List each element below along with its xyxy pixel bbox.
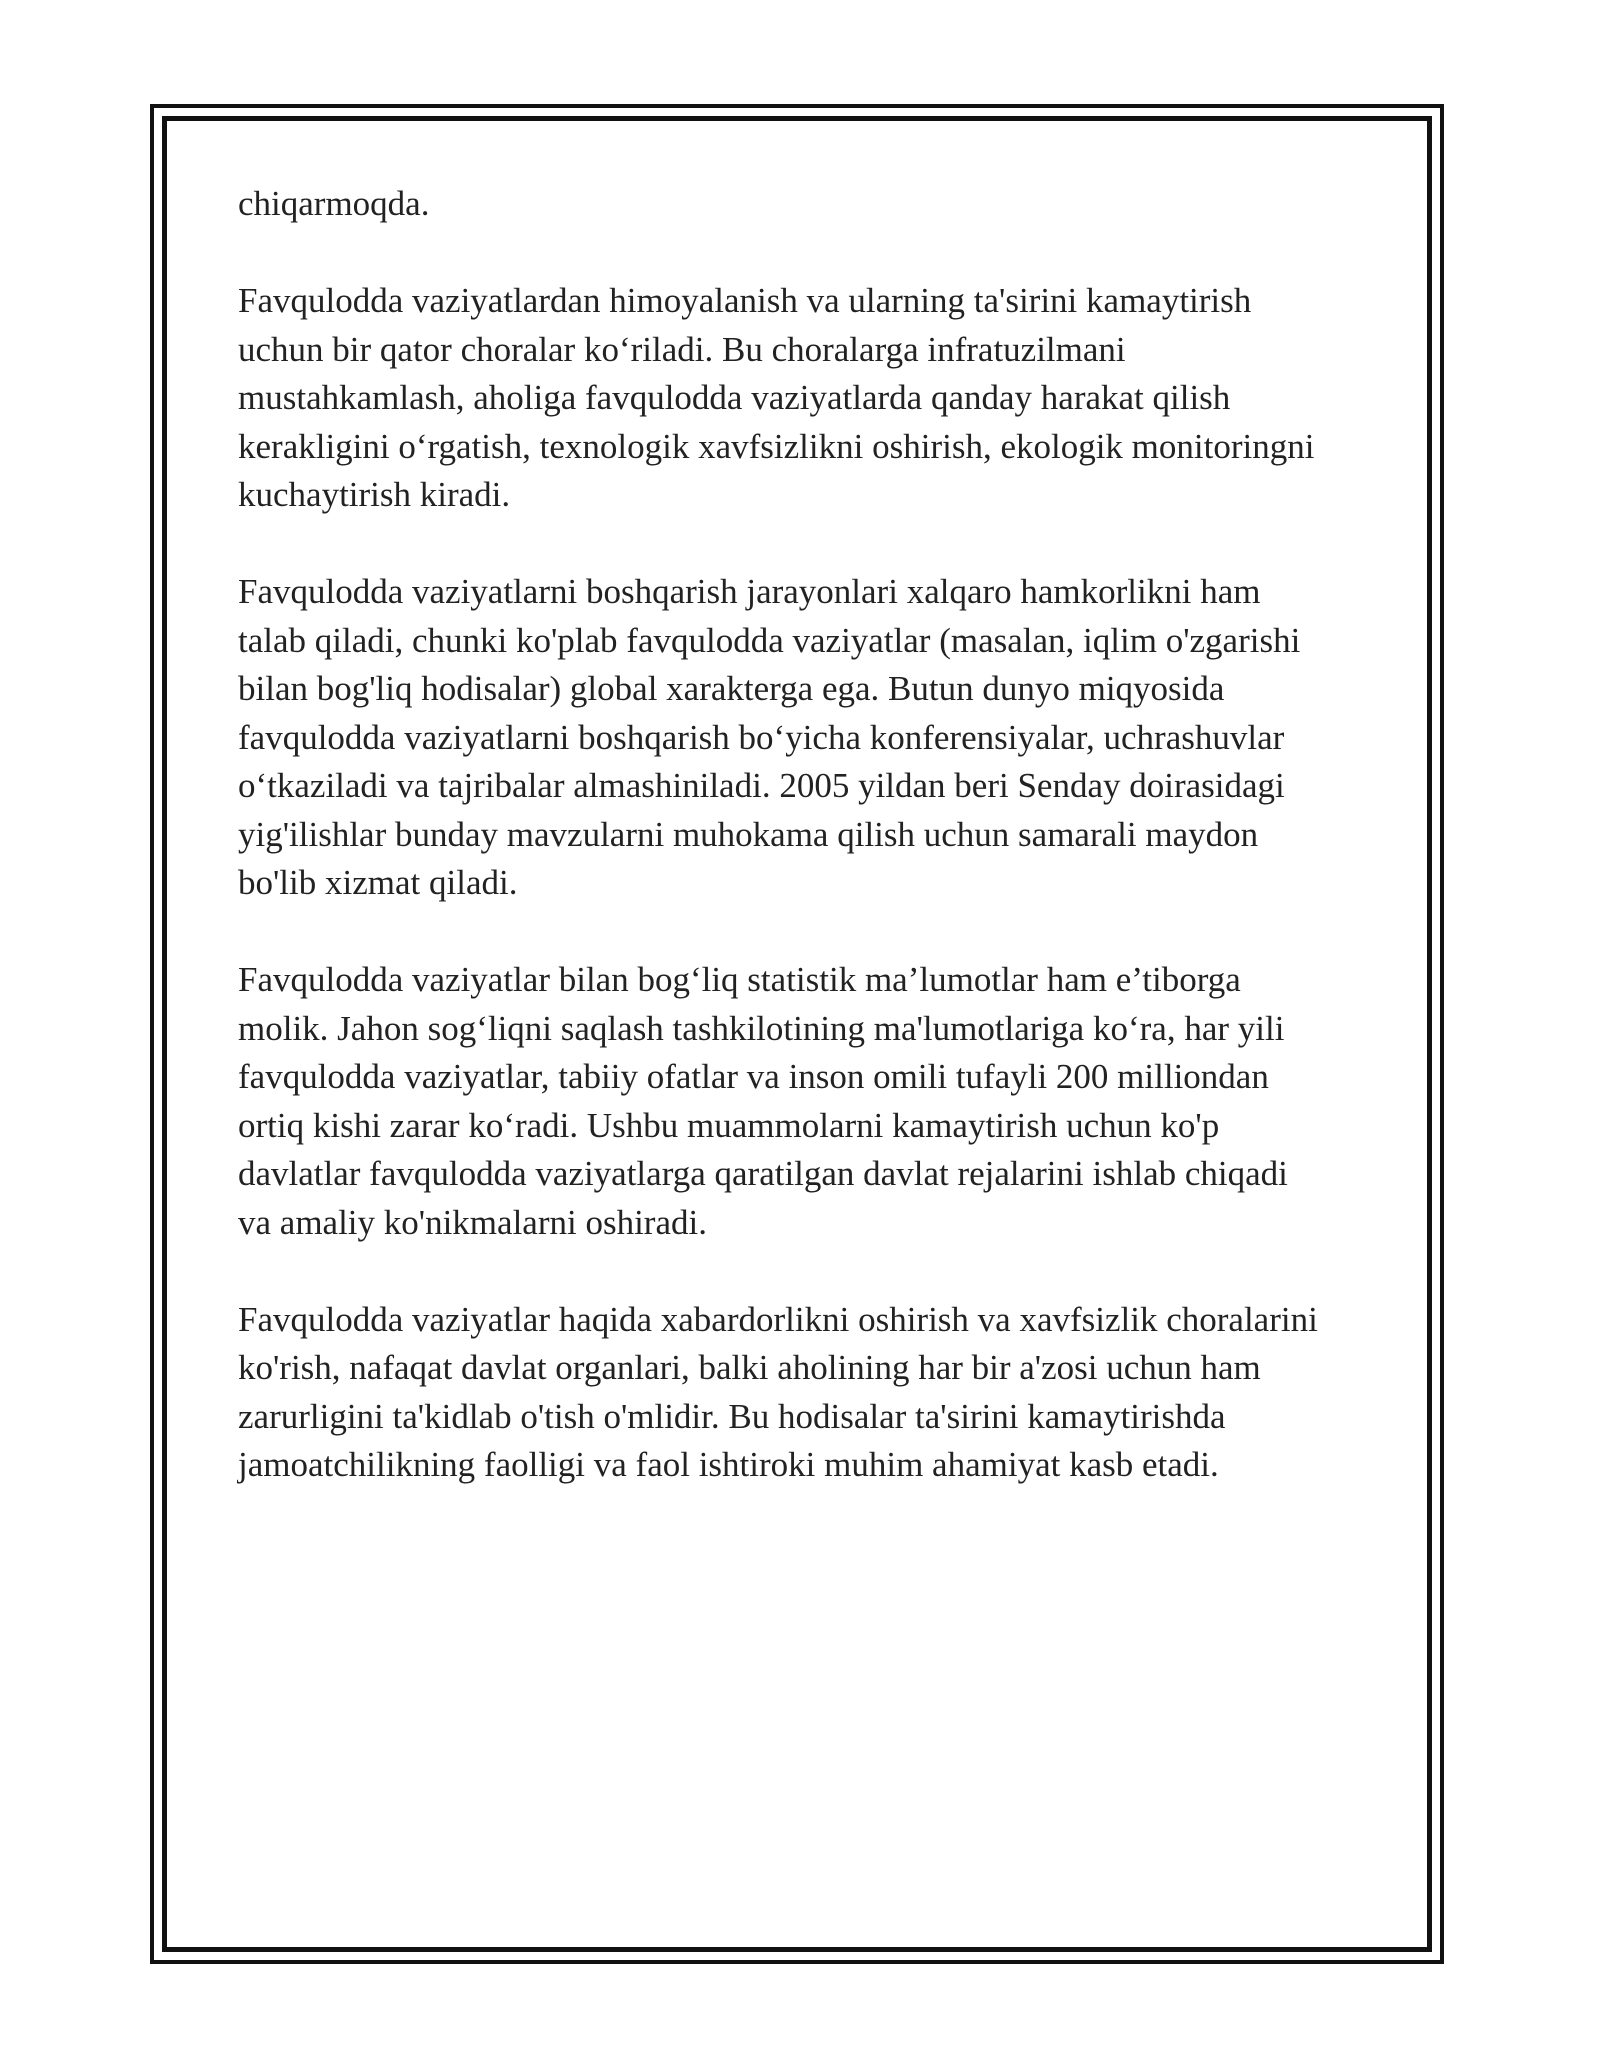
paragraph-line: ko'rish, nafaqat davlat organlari, balki aholining har bir a'zosi uchun ham (238, 1348, 1261, 1387)
paragraph-line: favqulodda vaziyatlar, tabiiy ofatlar va inson omili tufayli 200 milliondan (238, 1057, 1269, 1096)
paragraph-line: davlatlar favqulodda vaziyatlarga qaratilgan davlat rejalarini ishlab chiqadi (238, 1154, 1288, 1193)
paragraph-line: zarurligini ta'kidlab o'tish o'mlidir. Bu hodisalar ta'sirini kamaytirishda (238, 1396, 1226, 1436)
paragraph-line: kerakligini o‘rgatish, texnologik xavfsizlikni oshirish, ekologik monitoringni (238, 426, 1315, 466)
paragraph-line: bo'lib xizmat qiladi. (238, 863, 518, 902)
paragraph-line: yig'ilishlar bunday mavzularni muhokama qilish uchun samarali maydon (238, 814, 1259, 854)
paragraph-line: uchun bir qator choralar ko‘riladi. Bu choralarga infratuzilmani (238, 329, 1126, 369)
paragraph-line: kuchaytirish kiradi. (238, 475, 511, 514)
document-body (238, 180, 1398, 1538)
page-border-outer (150, 104, 1444, 1964)
paragraph-line: ortiq kishi zarar ko‘radi. Ushbu muammolarni kamaytirish uchun ko'p (238, 1105, 1220, 1145)
paragraph (238, 180, 1398, 229)
paragraph-line: jamoatchilikning faolligi va faol ishtiroki muhim ahamiyat kasb etadi. (238, 1445, 1219, 1484)
paragraph-line: o‘tkaziladi va tajribalar almashiniladi. 2005 yildan beri Senday doirasidagi (238, 766, 1285, 805)
paragraph-line: Favqulodda vaziyatlardan himoyalanish va ularning ta'sirini kamaytirish (238, 281, 1252, 320)
paragraph (238, 568, 1398, 908)
paragraph-line: Favqulodda vaziyatlarni boshqarish jarayonlari xalqaro hamkorlikni ham (238, 572, 1261, 611)
paragraph-line: talab qiladi, chunki ko'plab favqulodda vaziyatlar (masalan, iqlim o'zgarishi (238, 620, 1301, 660)
paragraph-line: chiqarmoqda. (238, 184, 430, 223)
paragraph-line: va amaliy ko'nikmalarni oshiradi. (238, 1202, 707, 1242)
paragraph-line: favqulodda vaziyatlarni boshqarish bo‘yicha konferensiyalar, uchrashuvlar (238, 717, 1285, 757)
paragraph-line: mustahkamlash, aholiga favqulodda vaziyatlarda qanday harakat qilish (238, 378, 1231, 417)
paragraph (238, 277, 1398, 520)
paragraph-line: Favqulodda vaziyatlar haqida xabardorlikni oshirish va xavfsizlik choralarini (238, 1299, 1318, 1339)
paragraph (238, 956, 1398, 1247)
paragraph-line: bilan bog'liq hodisalar) global xarakterga ega. Butun dunyo miqyosida (238, 669, 1225, 708)
paragraph-line: Favqulodda vaziyatlar bilan bog‘liq statistik ma’lumotlar ham e’tiborga (238, 960, 1241, 999)
paragraph (238, 1296, 1398, 1490)
paragraph-line: molik. Jahon sog‘liqni saqlash tashkilotining ma'lumotlariga ko‘ra, har yili (238, 1008, 1285, 1048)
